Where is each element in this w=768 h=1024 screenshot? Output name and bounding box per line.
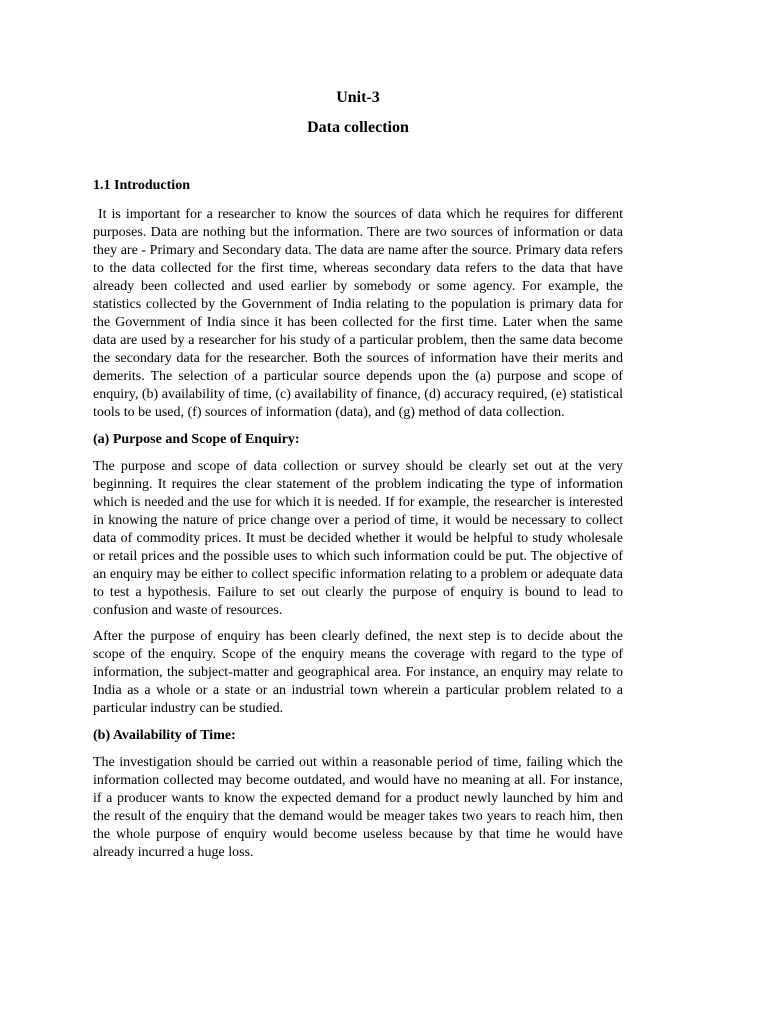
paragraph-availability-time: The investigation should be carried out within a reasonable period of time, failing which the information collected may become outdated, and would have no meaning at all. For instance, if a producer wants to know the expected demand for a product newly launched by him and the result of the enquiry that the demand would be meager takes two years to reach him, then the whole purpose of enquiry would become useless because by that time he would have already incurred a huge loss. — [93, 755, 627, 860]
section-heading-purpose-scope: (a) Purpose and Scope of Enquiry: — [93, 432, 300, 447]
section-heading-introduction: 1.1 Introduction — [93, 178, 190, 193]
section-heading-availability-time: (b) Availability of Time: — [93, 728, 236, 743]
paragraph-purpose: The purpose and scope of data collection or survey should be clearly set out at the very beginning. It requires the clear statement of the problem indicating the type of information which is needed and the use for which it is needed. If for example, the researcher is interested in knowing the nature of price change over a period of time, it would be necessary to collect data of commodity prices. It must be decided whether it would be helpful to study wholesale or retail prices and the possible uses to which such information could be put. The objective of an enquiry may be either to collect specific information relating to a problem or adequate data to test a hypothesis. Failure to set out clearly the purpose of enquiry is bound to lead to confusion and waste of resources. — [93, 459, 627, 618]
paragraph-introduction: It is important for a researcher to know the sources of data which he requires for different purposes. Data are nothing but the information. There are two sources of information or data they are - Primary and Secondary data. The data are name after the source. Primary data refers to the data collected for the first time, whereas secondary data refers to the data that have already been collected and used earlier by somebody or some agency. For example, the statistics collected by the Government of India relating to the population is primary data for the Government of India since it has been collected for the first time. Later when the same data are used by a researcher for his study of a particular problem, then the same data become the secondary data for the researcher. Both the sources of information have their merits and demerits. The selection of a particular source depends upon the (a) purpose and scope of enquiry, (b) availability of time, (c) availability of finance, (d) accuracy required, (e) statistical tools to be used, (f) sources of information (data), and (g) method of data collection. — [93, 207, 627, 420]
unit-label: Unit-3 — [336, 89, 380, 106]
document-body — [93, 176, 627, 870]
paragraph-scope: After the purpose of enquiry has been clearly defined, the next step is to decide about the scope of the enquiry. Scope of the enquiry means the coverage with regard to the type of information, the subject-matter and geographical area. For instance, an enquiry may relate to India as a whole or a state or an industrial town wherein a particular problem related to a particular industry can be studied. — [93, 629, 627, 716]
page-title: Data collection — [307, 119, 409, 136]
